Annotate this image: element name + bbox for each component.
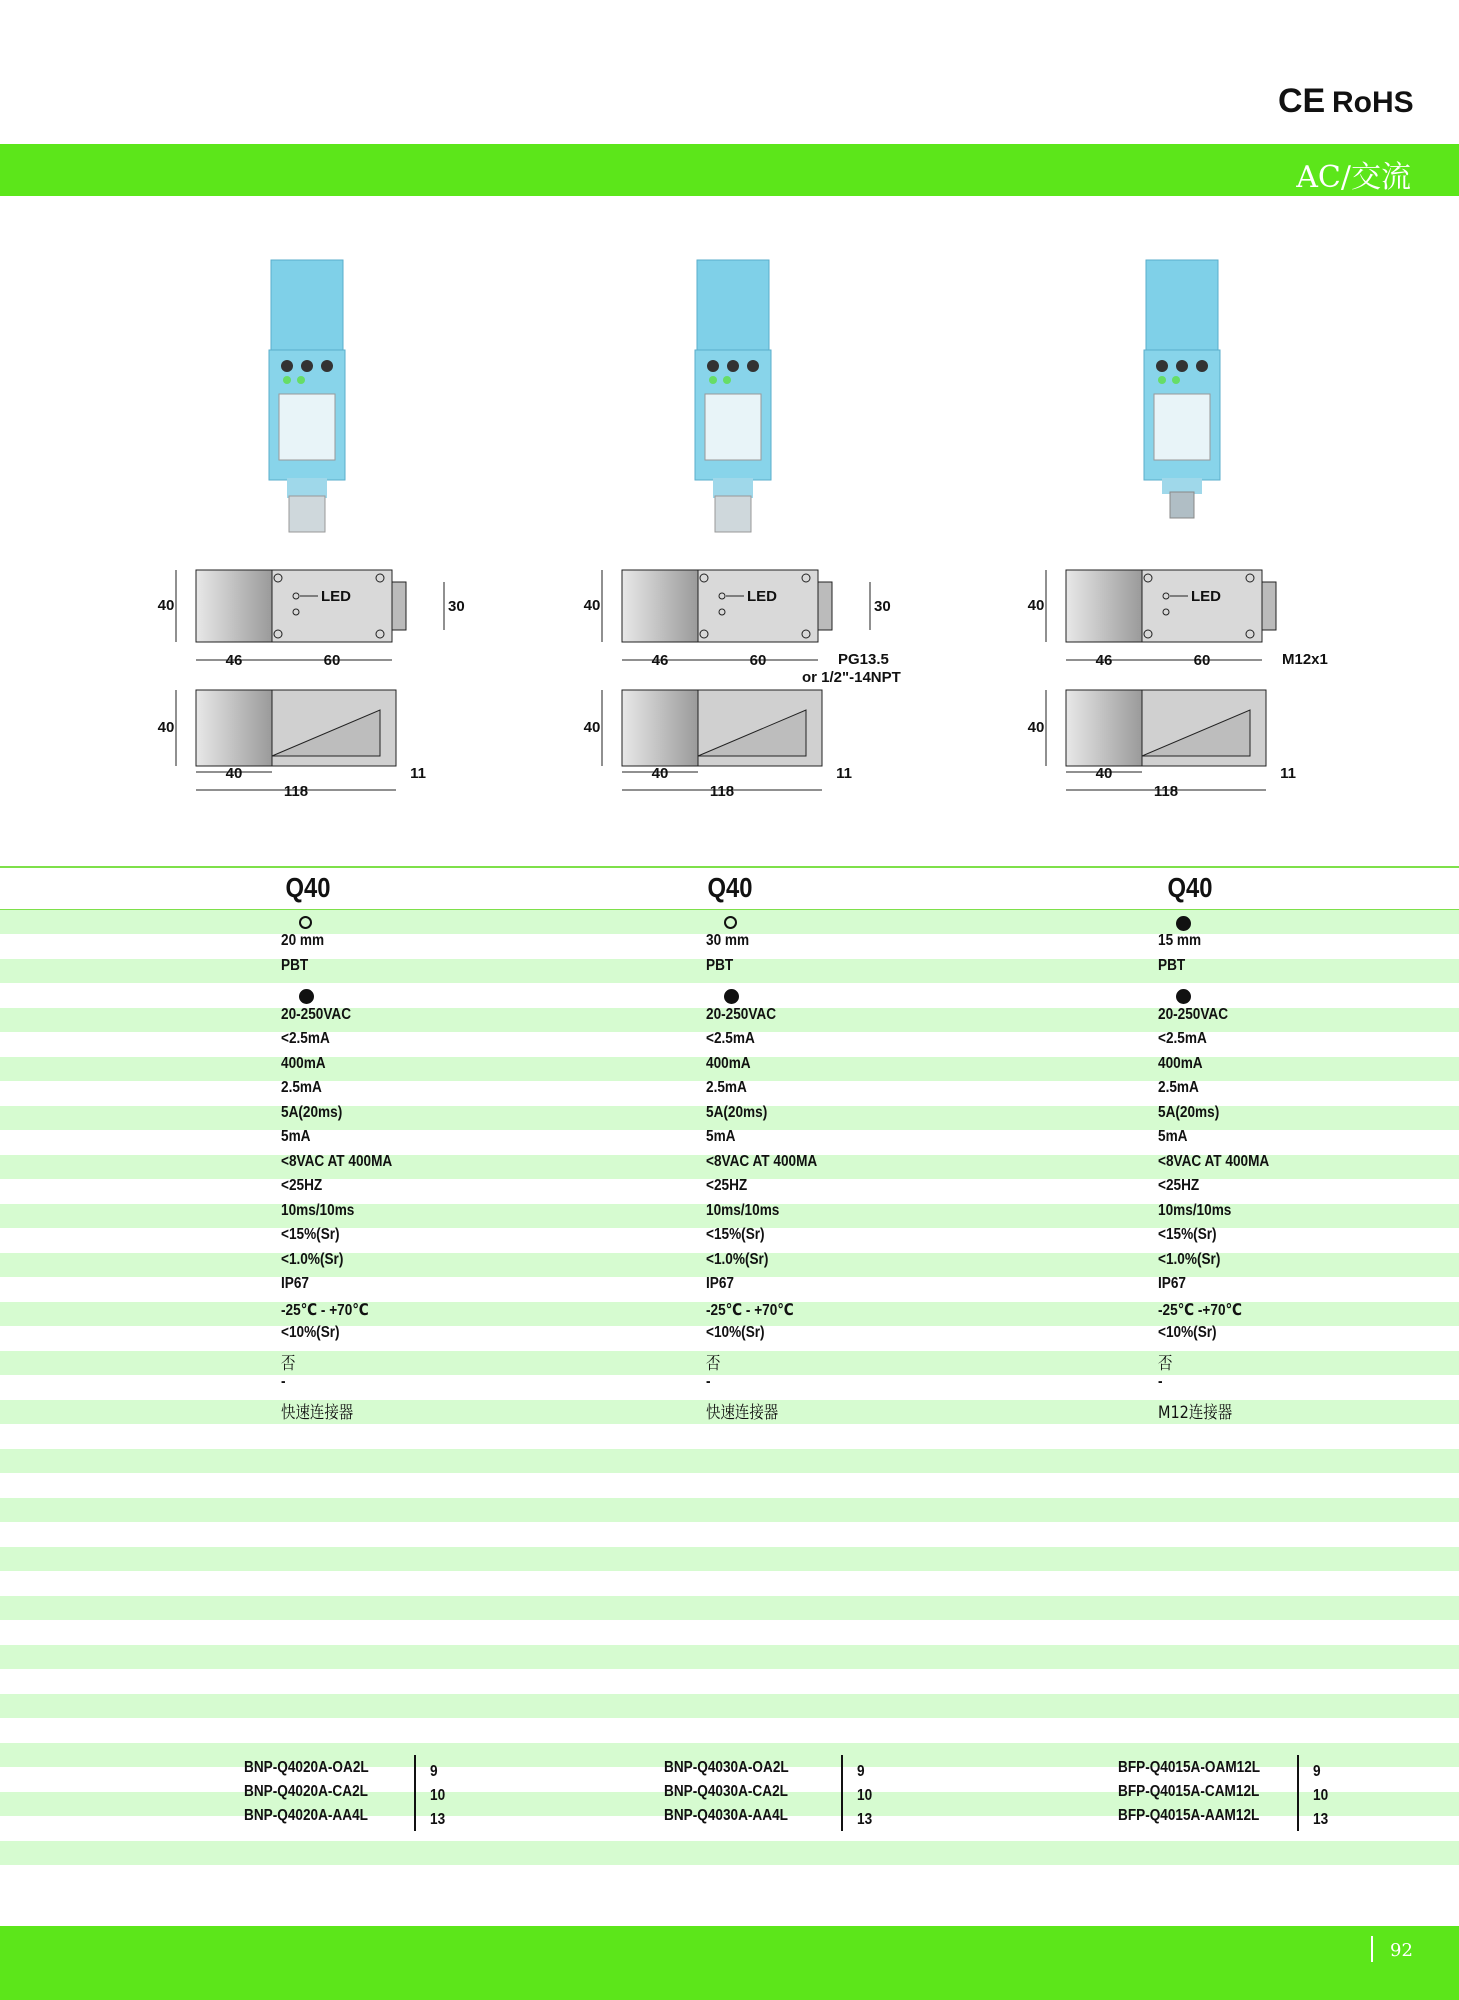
certification-marks xyxy=(1278,80,1418,120)
spec-cell: <8VAC AT 400MA xyxy=(1158,1153,1270,1170)
spec-cell: <15%(Sr) xyxy=(281,1226,340,1243)
model-name-2: Q40 xyxy=(707,872,753,903)
model-name-1: Q40 xyxy=(285,872,331,903)
dimension-drawing-3 xyxy=(1020,560,1350,820)
dim-len-a: 46 xyxy=(225,652,243,669)
dim-len-b: 60 xyxy=(749,652,767,669)
order-wiring-number: 9 xyxy=(857,1763,865,1780)
led-label: LED xyxy=(747,588,777,605)
table-stripe xyxy=(0,1351,1459,1375)
dim-total: 118 xyxy=(1153,783,1179,800)
spec-cell: - xyxy=(706,1373,711,1390)
spec-cell: 10ms/10ms xyxy=(1158,1202,1232,1219)
sensor-body-top-view xyxy=(1142,570,1262,642)
sensor-body-top-view xyxy=(272,570,392,642)
footer-banner xyxy=(0,1926,1459,2000)
spec-cell: <8VAC AT 400MA xyxy=(281,1153,393,1170)
spec-cell: <1.0%(Sr) xyxy=(706,1251,769,1268)
order-code: BFP-Q4015A-AAM12L xyxy=(1118,1807,1260,1824)
dim-len-a: 46 xyxy=(651,652,669,669)
dim-offset: 11 xyxy=(1280,765,1296,782)
order-code: BNP-Q4020A-AA4L xyxy=(244,1807,368,1824)
sensor-head-side-view xyxy=(622,690,698,766)
dim-len-b: 60 xyxy=(323,652,341,669)
mounting-symbol-icon xyxy=(724,916,737,929)
dim-len-b: 60 xyxy=(1193,652,1211,669)
spec-cell: 400mA xyxy=(281,1055,326,1072)
spec-cell: PBT xyxy=(281,957,309,974)
footer-separator xyxy=(1371,1936,1373,1962)
thread-label: M12x1 xyxy=(1282,651,1328,668)
spec-cell: <15%(Sr) xyxy=(706,1226,765,1243)
spec-cell: 快速连接器 xyxy=(281,1403,354,1423)
dim-total: 118 xyxy=(709,783,735,800)
product-photo-2 xyxy=(683,256,783,536)
spec-cell: <2.5mA xyxy=(281,1030,330,1047)
connector-top-view xyxy=(818,582,832,630)
spec-cell: PBT xyxy=(706,957,734,974)
spec-cell: IP67 xyxy=(706,1275,734,1292)
table-stripe xyxy=(0,1547,1459,1571)
sensor-head-top-view xyxy=(1066,570,1142,642)
spec-cell: <2.5mA xyxy=(706,1030,755,1047)
order-column-separator xyxy=(1297,1755,1299,1831)
dim-offset: 11 xyxy=(836,765,852,782)
spec-cell: 5A(20ms) xyxy=(281,1104,343,1121)
dim-front: 40 xyxy=(583,719,601,736)
spec-cell: 20-250VAC xyxy=(706,1006,777,1023)
order-code: BNP-Q4030A-OA2L xyxy=(664,1759,789,1776)
spec-cell: 5mA xyxy=(1158,1128,1188,1145)
spec-cell: -25℃ - +70℃ xyxy=(281,1302,369,1319)
order-code: BNP-Q4020A-OA2L xyxy=(244,1759,369,1776)
dim-height-top: 30 xyxy=(874,598,891,615)
category-label: AC/交流 xyxy=(1296,160,1411,195)
order-column-separator xyxy=(841,1755,843,1831)
spec-cell: <25HZ xyxy=(1158,1177,1200,1194)
order-code: BFP-Q4015A-CAM12L xyxy=(1118,1783,1260,1800)
order-wiring-number: 9 xyxy=(430,1763,438,1780)
spec-cell: 2.5mA xyxy=(281,1079,322,1096)
spec-cell: IP67 xyxy=(281,1275,309,1292)
page-number: 92 xyxy=(1390,1940,1413,1961)
table-stripe xyxy=(0,1449,1459,1473)
dim-height-top: 30 xyxy=(448,598,465,615)
dim-width-top: 40 xyxy=(1027,597,1045,614)
order-code: BNP-Q4030A-AA4L xyxy=(664,1807,788,1824)
spec-cell: M12连接器 xyxy=(1158,1403,1233,1423)
spec-cell: <25HZ xyxy=(281,1177,323,1194)
sensor-head-side-view xyxy=(1066,690,1142,766)
dimension-drawing-1 xyxy=(150,560,480,820)
spec-cell: 20-250VAC xyxy=(281,1006,352,1023)
order-wiring-number: 10 xyxy=(430,1787,446,1804)
spec-cell: - xyxy=(281,1373,286,1390)
table-stripe xyxy=(0,1841,1459,1865)
model-header-top-line xyxy=(0,866,1459,868)
dim-head-length: 40 xyxy=(225,765,243,782)
spec-cell: 5mA xyxy=(281,1128,311,1145)
product-photo-1 xyxy=(257,256,357,536)
order-wiring-number: 13 xyxy=(857,1811,873,1828)
spec-cell: PBT xyxy=(1158,957,1186,974)
sensor-head-side-view xyxy=(196,690,272,766)
dim-total: 118 xyxy=(283,783,309,800)
spec-cell: <25HZ xyxy=(706,1177,748,1194)
rohs-mark: RoHS xyxy=(1332,86,1414,119)
spec-cell: <8VAC AT 400MA xyxy=(706,1153,818,1170)
model-name-3: Q40 xyxy=(1167,872,1213,903)
dim-front: 40 xyxy=(1027,719,1045,736)
spec-cell: <10%(Sr) xyxy=(281,1324,340,1341)
thread-label: PG13.5 xyxy=(838,651,889,668)
output-symbol-icon xyxy=(299,989,314,1004)
spec-cell: <1.0%(Sr) xyxy=(1158,1251,1221,1268)
spec-cell: 15 mm xyxy=(1158,932,1202,949)
spec-cell: <1.0%(Sr) xyxy=(281,1251,344,1268)
table-stripe xyxy=(0,1694,1459,1718)
dim-offset: 11 xyxy=(410,765,426,782)
spec-cell: <15%(Sr) xyxy=(1158,1226,1217,1243)
output-symbol-icon xyxy=(724,989,739,1004)
order-wiring-number: 9 xyxy=(1313,1763,1321,1780)
spec-cell: 400mA xyxy=(1158,1055,1203,1072)
order-column-separator xyxy=(414,1755,416,1831)
spec-cell: 否 xyxy=(706,1354,721,1374)
connector-top-view xyxy=(392,582,406,630)
led-label: LED xyxy=(321,588,351,605)
spec-cell: 5mA xyxy=(706,1128,736,1145)
spec-cell: 30 mm xyxy=(706,932,750,949)
led-label: LED xyxy=(1191,588,1221,605)
order-wiring-number: 13 xyxy=(1313,1811,1329,1828)
sensor-head-top-view xyxy=(196,570,272,642)
order-wiring-number: 10 xyxy=(857,1787,873,1804)
order-wiring-number: 10 xyxy=(1313,1787,1329,1804)
product-photo-3 xyxy=(1132,256,1232,536)
order-code: BNP-Q4030A-CA2L xyxy=(664,1783,788,1800)
spec-cell: 10ms/10ms xyxy=(706,1202,780,1219)
mounting-symbol-icon xyxy=(299,916,312,929)
spec-cell: <10%(Sr) xyxy=(706,1324,765,1341)
spec-cell: -25℃ -+70℃ xyxy=(1158,1302,1242,1319)
order-code: BNP-Q4020A-CA2L xyxy=(244,1783,368,1800)
table-stripe xyxy=(0,1645,1459,1669)
ce-mark: CE xyxy=(1278,82,1326,120)
spec-cell: 否 xyxy=(1158,1354,1173,1374)
spec-cell: IP67 xyxy=(1158,1275,1186,1292)
table-stripe xyxy=(0,1596,1459,1620)
thread-alt-label: or 1/2"-14NPT xyxy=(802,669,901,686)
dimension-drawing-2 xyxy=(576,560,906,820)
dim-head-length: 40 xyxy=(651,765,669,782)
mounting-symbol-icon xyxy=(1176,916,1191,931)
spec-cell: -25℃ - +70℃ xyxy=(706,1302,794,1319)
dim-head-length: 40 xyxy=(1095,765,1113,782)
spec-cell: - xyxy=(1158,1373,1163,1390)
table-stripe xyxy=(0,1498,1459,1522)
dim-front: 40 xyxy=(157,719,175,736)
order-wiring-number: 13 xyxy=(430,1811,446,1828)
spec-cell: <2.5mA xyxy=(1158,1030,1207,1047)
order-code: BFP-Q4015A-OAM12L xyxy=(1118,1759,1261,1776)
spec-cell: 2.5mA xyxy=(1158,1079,1199,1096)
dim-width-top: 40 xyxy=(583,597,601,614)
spec-cell: 5A(20ms) xyxy=(1158,1104,1220,1121)
spec-cell: 2.5mA xyxy=(706,1079,747,1096)
spec-cell: 快速连接器 xyxy=(706,1403,779,1423)
spec-cell: <10%(Sr) xyxy=(1158,1324,1217,1341)
spec-cell: 否 xyxy=(281,1354,296,1374)
spec-cell: 20-250VAC xyxy=(1158,1006,1229,1023)
connector-top-view xyxy=(1262,582,1276,630)
spec-cell: 20 mm xyxy=(281,932,325,949)
sensor-head-top-view xyxy=(622,570,698,642)
spec-cell: 10ms/10ms xyxy=(281,1202,355,1219)
output-symbol-icon xyxy=(1176,989,1191,1004)
spec-cell: 5A(20ms) xyxy=(706,1104,768,1121)
dim-width-top: 40 xyxy=(157,597,175,614)
category-banner xyxy=(0,144,1459,196)
dim-len-a: 46 xyxy=(1095,652,1113,669)
spec-cell: 400mA xyxy=(706,1055,751,1072)
sensor-body-top-view xyxy=(698,570,818,642)
